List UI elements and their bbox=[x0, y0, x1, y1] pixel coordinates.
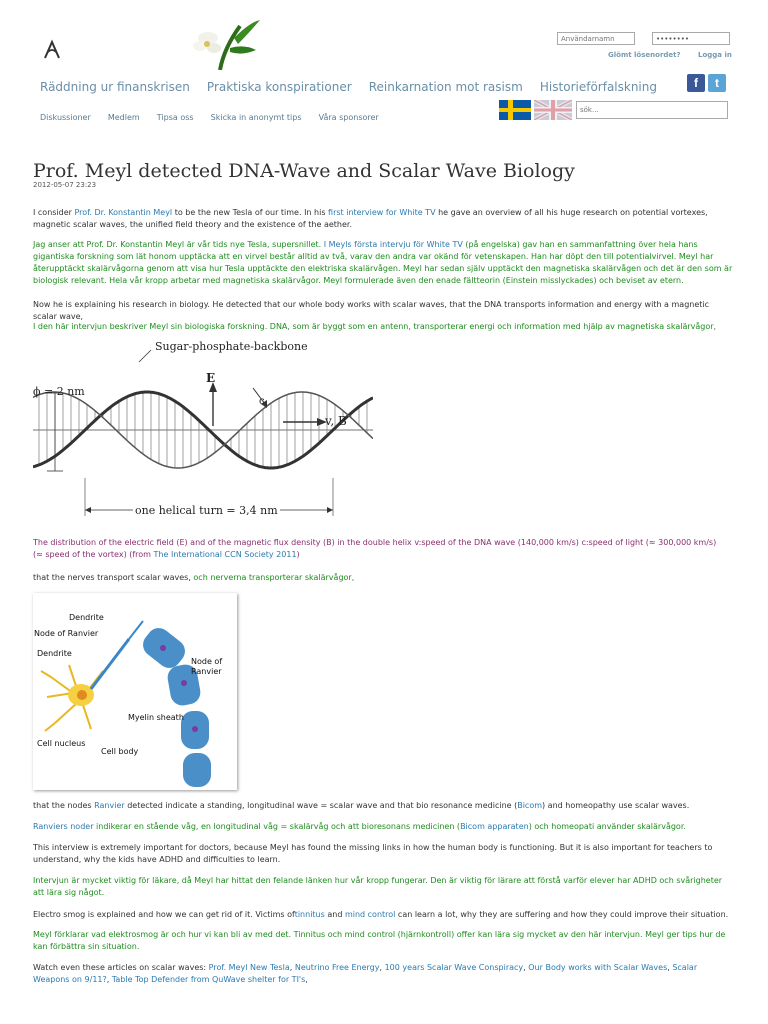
login-link[interactable]: Logga in bbox=[698, 51, 732, 59]
paragraph-related-articles: Watch even these articles on scalar waves: Prof. Meyl New Tesla, Neutrino Free Energy, 100 years Scalar Wave Conspiracy, Our Body works with Scalar Waves, Scalar Weapons on 9/11?, Table Top Defender from QuWave shelter for TI's, bbox=[33, 963, 698, 984]
myelin-sheath-label: Myelin sheath bbox=[128, 713, 184, 722]
orchid-image-icon bbox=[190, 18, 262, 70]
dna-figure-caption: The distribution of the electric field (E) and of the magnetic flux density (B) in the double helix v:speed of the DNA wave (140,000 km/s) c:speed of light (≈ 300,000 km/s) (≈ speed of the vortex) (from The International CCN Society 2011) bbox=[33, 538, 717, 559]
neuron-figure bbox=[33, 593, 237, 790]
a-logo-icon bbox=[40, 38, 64, 62]
related-link-body[interactable]: Our Body works with Scalar Waves bbox=[528, 963, 668, 972]
meyl-link[interactable]: Prof. Dr. Konstantin Meyl bbox=[74, 208, 173, 217]
helical-turn-label: one helical turn = 3,4 nm bbox=[135, 504, 278, 517]
post-date: 2012-05-07 23:23 bbox=[33, 181, 97, 189]
paragraph-nerves: that the nerves transport scalar waves, och nerverna transporterar skalärvågor, bbox=[33, 573, 355, 582]
e-field-label: E bbox=[206, 371, 216, 385]
paragraph-ranvier-sv: Ranviers noder indikerar en stående våg, en longitudinal våg = skalärvåg och att bioresonans medicinen (Bicom apparaten) och homeopati använder skalärvågor. bbox=[33, 822, 686, 831]
nav-item-konspirationer[interactable]: Praktiska konspirationer bbox=[206, 80, 352, 94]
search-input[interactable] bbox=[576, 101, 728, 119]
twitter-icon[interactable]: t bbox=[708, 74, 726, 92]
orchid-logo bbox=[190, 18, 262, 70]
dendrite-label-top: Dendrite bbox=[69, 613, 104, 622]
password-input[interactable] bbox=[652, 32, 730, 45]
sub-nav-sponsorer[interactable]: Våra sponsorer bbox=[318, 113, 379, 122]
related-link-weapons[interactable]: Scalar Weapons on 9/11? bbox=[33, 963, 698, 984]
cell-body-label: Cell body bbox=[101, 747, 139, 756]
paragraph-electrosmog-sv: Meyl förklarar vad elektrosmog är och hur vi kan bli av med det. Tinnitus och mind control (hjärnkontroll) offer kan lära sig mycket av den här intervjun. Meyl ger tips hur de kan förbättra sin situation. bbox=[33, 930, 726, 951]
main-nav bbox=[40, 76, 669, 95]
uk-flag-icon[interactable] bbox=[534, 100, 572, 120]
bicom-apparaten-link[interactable]: Bicom apparaten bbox=[460, 822, 529, 831]
paragraph-importance: This interview is extremely important for doctors, because Meyl has found the missing links in how the human body is functioning. But it is also important for teachers to understand, why the kids have ADHD and difficulties to learn. bbox=[33, 843, 713, 864]
paragraph-biology-sv: I den här intervjun beskriver Meyl sin biologiska forskning. DNA, som är byggt som en antenn, transporterar energi och information med hjälp av magnetiska skalärvågor, bbox=[33, 322, 717, 331]
cell-nucleus-label: Cell nucleus bbox=[37, 739, 86, 748]
nav-item-reinkarnation[interactable]: Reinkarnation mot rasism bbox=[368, 80, 523, 94]
nav-item-finanskrisen[interactable]: Räddning ur finanskrisen bbox=[40, 80, 190, 94]
paragraph-intro: I consider Prof. Dr. Konstantin Meyl to be the new Tesla of our time. In his first interview for White TV he gave an overview of all his huge research on potential vortexes, magnetic scalar waves, the unified field theory and the existence of the aether. bbox=[33, 208, 708, 229]
ranvier-link[interactable]: Ranvier bbox=[94, 801, 125, 810]
neuron-diagram bbox=[33, 593, 237, 790]
paragraph-ranvier: that the nodes Ranvier detected indicate a standing, longitudinal wave = scalar wave and that bio resonance medicine (Bicom) and homeopathy use scalar waves. bbox=[33, 801, 690, 810]
paragraph-electrosmog: Electro smog is explained and how we can get rid of it. Victims oftinnitus and mind control can learn a lot, why they are suffering and how they could improve their situation. bbox=[33, 910, 729, 919]
node-ranvier-label-right-2: Ranvier bbox=[191, 667, 222, 676]
page-title: Prof. Meyl detected DNA-Wave and Scalar Wave Biology bbox=[33, 160, 575, 182]
ranviers-noder-link[interactable]: Ranviers noder bbox=[33, 822, 94, 831]
node-ranvier-label-left: Node of Ranvier bbox=[34, 629, 99, 638]
nav-item-historieforfalskning[interactable]: Historieförfalskning bbox=[539, 80, 657, 94]
vb-label: v, B bbox=[325, 414, 347, 428]
paragraph-importance-sv: Intervjun är mycket viktig för läkare, då Meyl har hittat den felande länken hur vår kropp fungerar. Den är viktig för lärare att förstå varför elever har ADHD och svårigheter att lära sig något. bbox=[33, 876, 723, 897]
related-link-quwave[interactable]: Table Top Defender from QuWave shelter for TI's bbox=[111, 975, 306, 984]
facebook-icon[interactable]: f bbox=[687, 74, 705, 92]
sub-nav-medlem[interactable]: Medlem bbox=[107, 113, 140, 122]
white-tv-link[interactable]: first interview for White TV bbox=[328, 208, 436, 217]
related-link-neutrino[interactable]: Neutrino Free Energy bbox=[294, 963, 380, 972]
c-label: c bbox=[259, 396, 265, 407]
mind-control-link[interactable]: mind control bbox=[344, 910, 396, 919]
phi-label: ϕ = 2 nm bbox=[33, 385, 85, 398]
tinnitus-link[interactable]: tinnitus bbox=[294, 910, 325, 919]
bicom-link[interactable]: Bicom bbox=[517, 801, 543, 810]
site-logo[interactable] bbox=[40, 38, 64, 62]
ccn-society-link[interactable]: The International CCN Society 2011 bbox=[153, 550, 297, 559]
sub-nav bbox=[40, 105, 391, 124]
paragraph-biology: Now he is explaining his research in biology. He detected that our whole body works with scalar waves, that the DNA transports information and energy with a magnetic scalar wave, bbox=[33, 300, 710, 321]
white-tv-link-sv[interactable]: I Meyls första intervju för White TV bbox=[323, 240, 463, 249]
related-link-conspiracy[interactable]: 100 years Scalar Wave Conspiracy bbox=[384, 963, 524, 972]
backbone-label: Sugar-phosphate-backbone bbox=[155, 340, 308, 353]
sub-nav-diskussioner[interactable]: Diskussioner bbox=[40, 113, 91, 122]
paragraph-intro-sv: Jag anser att Prof. Dr. Konstantin Meyl är vår tids nye Tesla, supersnillet. I Meyls första intervju för White TV (på engelska) gav han en sammanfattning över hela hans gigantiska forskning som lät honom upptäcka att en virvel består alltid av två, varav den andra var okänd för vetenskapen. Han har döpt den till potentialvirvel. Meyl har återupptäckt skalärvågorna genom att visa hur Tesla upptäckte den elektriska skalärvågen. Meyl har sedan själv upptäckt den magnetiska skalärvågen och det är den som är biologisk relevant. Hela vår kropp arbetar med magnetiska skalärvågor. Meyl formulerade även den enade fältteorin (Einstein misslyckades) och beviset av etern. bbox=[33, 240, 733, 285]
dna-wave-figure bbox=[33, 338, 373, 523]
related-link-meyl[interactable]: Prof. Meyl New Tesla bbox=[208, 963, 290, 972]
swedish-flag-icon[interactable] bbox=[499, 100, 531, 120]
dna-helix-diagram bbox=[33, 338, 373, 523]
forgot-password-link[interactable]: Glömt lösenordet? bbox=[608, 51, 681, 59]
sub-nav-tipsa[interactable]: Tipsa oss bbox=[156, 113, 194, 122]
username-input[interactable] bbox=[557, 32, 635, 45]
node-ranvier-label-right-1: Node of bbox=[191, 657, 223, 666]
sub-nav-anonymt-tips[interactable]: Skicka in anonymt tips bbox=[210, 113, 302, 122]
dendrite-label-left: Dendrite bbox=[37, 649, 72, 658]
